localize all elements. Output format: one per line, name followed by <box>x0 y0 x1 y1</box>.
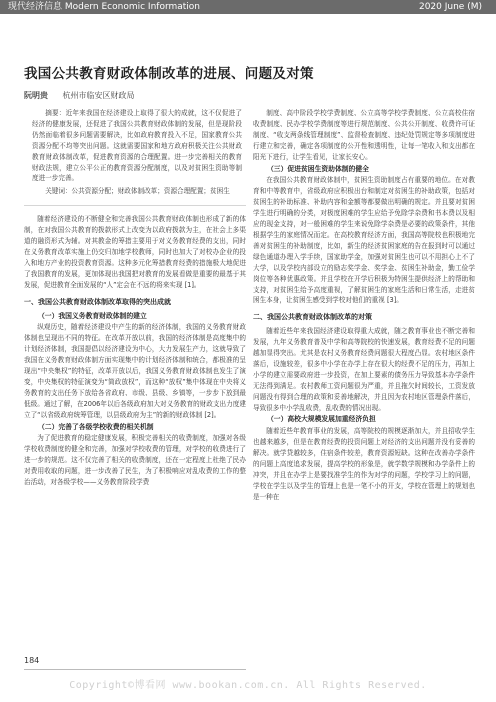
author-line <box>24 90 135 101</box>
abstract-divider <box>24 205 246 206</box>
author-affiliation: 杭州市临安区财政局 <box>62 91 135 100</box>
article-title: 我国公共教育财政体制改革的进展、问题及对策 <box>24 66 314 82</box>
subsection-heading-2-1: （一）高校大规模发展加重经济负担 <box>267 415 376 424</box>
keywords: 关键词：公共资源分配；财政体制改革；资源合理配置；贫困生 <box>45 187 230 196</box>
issue-date: 2020 June (M) <box>418 2 482 12</box>
left-column <box>24 108 246 489</box>
footer-divider <box>24 669 246 670</box>
page-number: 184 <box>24 656 40 665</box>
intro-paragraph: 随着经济建设的不断健全和完善我国公共教育财政体制也形成了新的体制，在对我国公共教育的拨款形式上改变为以政府拨款为主，在社会上多渠道的融资形式为辅。对其教金的筹措主要用于对义务教育经费的支出，同时在义务教育改革实施上仍交归加地学校教师，同时也加大了对校办企业的投入和地方产业的投资教育资源。这种多元化筹措教育经费的措施极大地促进了我国教育的发展，更加体现出我国把对教育的发展看做是重要的最基于其发展，促进教育全面发展的“人”定会在不远的将来实现 [1]。 <box>24 215 246 289</box>
author-name: 阮明贵 <box>24 91 48 100</box>
abstract-text: 摘要：近年来我国在经济建设上取得了很大的成就，这不仅促进了经济的健康发展，还促进了我国公共教育财政体制的发展，但是现阶段仍然面临着很多问题需要解决，比如政府教育投入不足，国家教育公共资源分配不均等突出问题。这就需要国家和地方政府积极关注公共财政教育财政体制改革，促进教育资源的合理配置。进一步完善相关的教育财政法规，建立公平公正的教育资源分配制度，以及对贫困生资助等制度进一步完善。 <box>32 109 242 183</box>
body-paragraph: 随着近些年教育事业的发展，高等院校的规模逐渐加大，并且招收学生也越来越多，但是在教育经费的投资问题上对经济的支出问题并没有妥善的解决。就学贷越较多，住宿条件较差，教育资源短缺。这种在改善办学条件的问题上高度追求发展，提高学校的形象是，就学数学规模和办学条件上的冲突，并且在办学上是要找准学生的作为对学的问题，学校学习上的问题，学校在学生以及学生的管理上也是一笔不小的开支，学校在管理上的规划也是一种在 <box>253 427 475 501</box>
journal-name: 现代经济信息 Modern Economic Information <box>8 2 201 12</box>
journal-header-bar <box>0 0 496 14</box>
subsection-heading-1-1: （一）我国义务教育财政体制的建立 <box>38 311 147 320</box>
subsection-heading-1-2: （二）完善了各级学校收费的相关机制 <box>38 422 154 431</box>
body-paragraph: 在我国公共教育财政体制中，贫困生资助制度占有重要的地位。在对教育和中等教育中，省级政府应积极出台和制定对贫困生的补助政策，包括对贫困生的补助标准、补助内容和金额等都要做出明确的规定。并且要对贫困学生进行明确的分类，对极度困难的学生应给予免除学杂费和书本费以及相应的现金支持，对一般困难的学生来说免除学杂费是必要的政策条件，其他根据学生的家庭情况而定。在高校教育经济方面，我国高等院校也积极地完善对贫困生的补助制度，比如，新生的经济贫困家庭的告在报到时可以通过绿色通道办理入学手续，国家助学金，加强对贫困生也可以不用担心上不了大学，以及学校内部设立的励志奖学金、奖学金、贫困生补助金，勤工俭学岗位等各种优惠政策。并且学校在开学后积极为特困生提供经济上的帮助和支持，对贫困生给予高度重视，了解贫困生的家庭生活和日常生活，走进贫困生本身，让贫困生感受到学校对他们的重视 [3]。 <box>253 176 475 305</box>
body-paragraph: 随着近些年来我国经济建设取得重大成就，随之教育事业也不断完善和发展，九年义务教育普及中学和高等院校的快速发展，教育经费不足的问题越加显得突出。尤其是农村义务教育经费问题很大程度凸显。农村地区条件落后，设施较差，很多中小学在办学上存在很大的经费不足的压力，再加上小学的建立需要政府进一步投资，在加上要素的债务压力导致基本办学条件无法得到满足。农村教师工资问题很为严重，并且拖欠时间较长，工资发放问题没有得到合理的政策和妥善地解决，并且因为农村地区管理条件落后，导致很多中小学乱收费，乱收费的情况出现。 <box>253 327 475 412</box>
right-column <box>253 108 475 504</box>
section-heading-2: 二、我国公共教育财政体制改革的对策 <box>253 313 372 322</box>
abstract-block <box>32 108 242 197</box>
body-paragraph: 为了促进教育的稳定健康发展，积极完善相关的收费制度，加强对各级学校收费制度的健全和完善，加强对学校收费的管理，对学校的收费进行了进一步的规范。这不仅完善了相关的收费制度，还在一定程度上杜绝了民办对费用收取的问题，进一步改善了民生，为了积极响应对乱收费的工作的整治活动，对各级学校——义务教育阶段学费 <box>24 434 246 487</box>
section-heading-1: 一、我国公共教育财政体制改革取得的突出成就 <box>24 297 171 306</box>
body-paragraph: 制度、高中阶段学校学费制度、公立高等学校学费制度、公立高校住宿收费制度、民办学校学费制度等进行规范制度、公共公开制度、收费许可证制度、“收支两条线管理制度”、监督检查制度、违纪处罚规定等多项制度进行建立和完善，确定各项制度的公开性和透明性，让每一笔收入和支出都在阳光下进行，让学生看见，让家长安心。 <box>253 109 475 161</box>
subsection-heading-1-3: （三）促进贫困生资助体制的健全 <box>267 164 369 173</box>
body-paragraph: 纵观历史，随着经济建设中产生的新的经济体制，我国的义务教育财政体制也呈现出不同的特征。在改革开放以前，我国的经济体制是高度集中的计划经济体制，我国提倡以经济建设为中心，大力发展生产力，这就导致了我国在义务教育财政体制方面实现集中的计划经济体制和统合，都极准的呈现出“中央集权”的特征，改革开放以后，我国义务教育财政体制也发生了演变，中央集权的特征演变为“简政放权”，而这种“放权”集中体现在中央将义务教育的支出任务下放给各省政府、市级、县级、乡镇等，一步步下放到最低级。通过了解，在2006年以后各级政府加大对义务教育的财政支出力度建立了“以省级政府统筹管理，以县级政府为主”的新的财政体制 [2]。 <box>24 323 246 419</box>
copyright-watermark: Copyright©博看网 www.bookan.com.cn. All Rights Reserved. <box>69 680 427 691</box>
